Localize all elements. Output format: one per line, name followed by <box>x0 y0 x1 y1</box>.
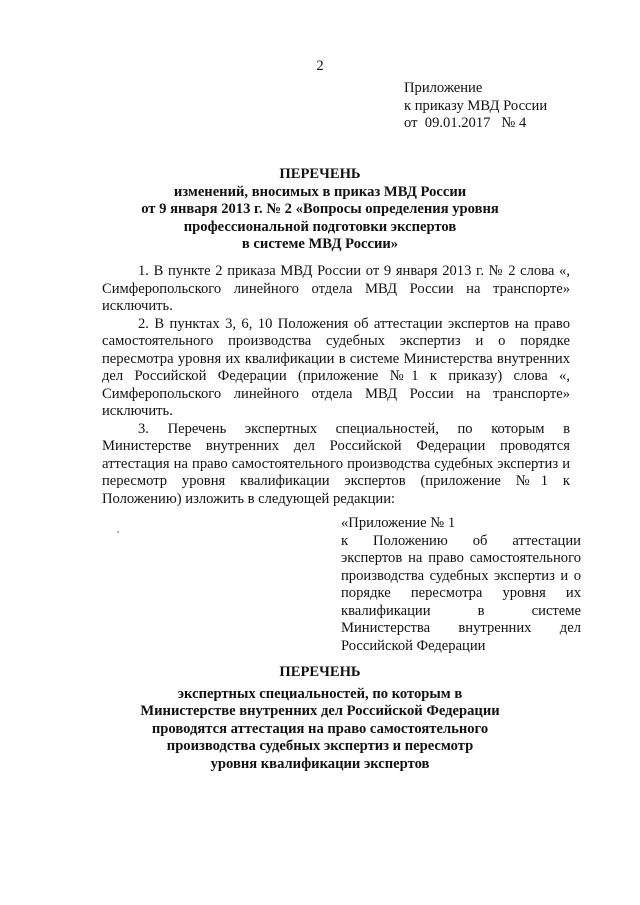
list-title-line: производства судебных экспертиз и пересмотр <box>166 738 474 754</box>
list-title-line: Министерстве внутренних дел Российской Федерации <box>140 703 500 719</box>
paragraph-3: 3. Перечень экспертных специальностей, по которым в Министерстве внутренних дел Российской Федерации проводятся аттестация на право самостоятельного производства судебных экспертиз и пересмотр уровня квалификации экспертов (приложение №1 к Положению) изложить в следующей редакции: <box>102 420 570 507</box>
title-line: изменений, вносимых в приказ МВД России <box>173 183 467 200</box>
sub-appendix-text: к Положению об аттестации экспертов на право самостоятельного производства судебных экспертиз и о порядке пересмотра уровня их квалификации в системе Министерства внутренних дел Российской Федерации <box>341 532 581 654</box>
appendix-header-line: к приказу МВД России <box>404 97 548 114</box>
sub-appendix-header <box>341 515 581 655</box>
list-title-line: уровня квалификации экспертов <box>210 755 430 772</box>
paragraph-1: 1. В пункте 2 приказа МВД России от 9 января 2013 г. № 2 слова «, Симферопольского линейного отдела МВД России на транспорте» исключить. <box>102 263 570 314</box>
title-heading: ПЕРЕЧЕНЬ <box>279 166 361 182</box>
paragraph-2: 2. В пунктах 3, 6, 10 Положения об аттестации экспертов на право самостоятельного производства судебных экспертиз и о порядке пересмотра уровня их квалификации в системе Министерства внутренних дел Российской Федерации (приложение №1 к приказу) слова «, Симферопольского линейного отдела МВД России на транспорте» исключить. <box>102 315 570 419</box>
appendix-header-line: Приложение <box>404 80 483 96</box>
list-title-line: экспертных специальностей, по которым в <box>177 685 463 702</box>
title-line: в системе МВД России» <box>241 236 399 252</box>
list-title-heading: ПЕРЕЧЕНЬ <box>279 664 361 680</box>
sub-appendix-title: «Приложение № 1 <box>341 515 456 531</box>
appendix-header-line: от 09.01.2017 № 4 <box>404 115 527 131</box>
title-line: от 9 января 2013 г. № 2 «Вопросы определения уровня <box>141 201 499 217</box>
body-text <box>102 263 570 508</box>
list-title-line: проводятся аттестация на право самостоятельного <box>151 720 489 737</box>
page-number: 2 <box>316 58 324 74</box>
appendix-header <box>404 80 547 133</box>
title-line: профессиональной подготовки экспертов <box>183 218 457 235</box>
list-title <box>0 664 640 773</box>
document-title <box>0 166 640 254</box>
scan-dot <box>117 531 119 533</box>
